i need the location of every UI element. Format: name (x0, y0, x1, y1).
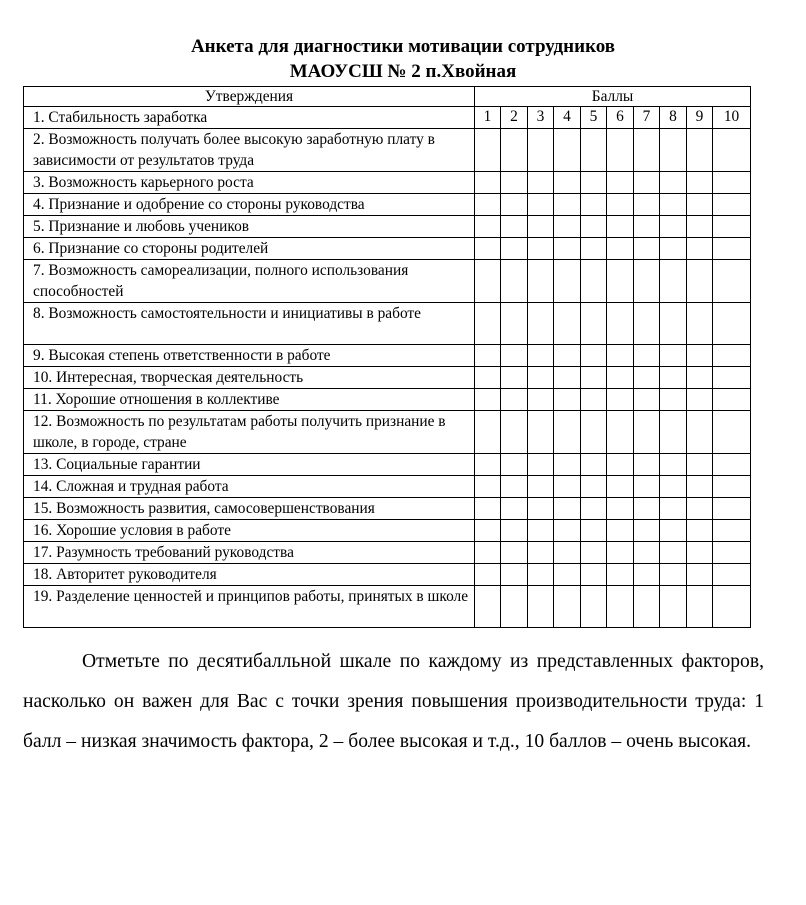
score-cell[interactable] (713, 172, 751, 194)
table-row (24, 345, 751, 367)
score-cell[interactable] (660, 389, 687, 411)
score-cell[interactable] (607, 389, 634, 411)
score-cell[interactable] (713, 476, 751, 498)
statement-cell: 17. Разумность требований руководства (24, 542, 475, 564)
score-cell[interactable] (607, 303, 634, 345)
score-cell[interactable] (475, 389, 501, 411)
school-name: МАОУСШ № 2 п.Хвойная (289, 61, 517, 82)
score-cell[interactable] (687, 476, 713, 498)
score-cell[interactable] (475, 216, 501, 238)
score-cell[interactable] (475, 564, 501, 586)
score-cell[interactable] (581, 389, 607, 411)
score-cell[interactable] (713, 194, 751, 216)
score-cell[interactable] (528, 520, 554, 542)
score-cell[interactable] (660, 564, 687, 586)
score-cell[interactable] (687, 520, 713, 542)
score-cell[interactable] (501, 345, 528, 367)
score-cell[interactable] (554, 586, 581, 628)
score-cell[interactable] (475, 194, 501, 216)
score-cell[interactable] (687, 367, 713, 389)
score-column-number: 2 (501, 107, 528, 129)
score-cell[interactable] (501, 389, 528, 411)
score-cell[interactable] (634, 586, 660, 628)
score-cell[interactable] (501, 498, 528, 520)
score-cell[interactable] (607, 216, 634, 238)
score-cell[interactable] (475, 238, 501, 260)
score-column-number: 10 (713, 107, 751, 129)
score-cell[interactable] (581, 345, 607, 367)
score-cell[interactable] (581, 520, 607, 542)
statement-cell: 13. Социальные гарантии (24, 454, 475, 476)
score-cell[interactable] (607, 454, 634, 476)
score-cell[interactable] (501, 520, 528, 542)
score-cell[interactable] (475, 454, 501, 476)
table-row (24, 260, 751, 303)
score-cell[interactable] (501, 586, 528, 628)
score-cell[interactable] (660, 542, 687, 564)
table-row (24, 520, 751, 542)
score-cell[interactable] (528, 454, 554, 476)
score-cell[interactable] (554, 345, 581, 367)
score-cell[interactable] (687, 216, 713, 238)
score-cell[interactable] (581, 172, 607, 194)
score-cell[interactable] (475, 476, 501, 498)
score-cell[interactable] (581, 586, 607, 628)
score-cell[interactable] (581, 476, 607, 498)
score-cell[interactable] (634, 476, 660, 498)
score-cell[interactable] (528, 303, 554, 345)
score-cell[interactable] (687, 454, 713, 476)
statements-header: Утверждения (24, 87, 475, 107)
score-column-number: 3 (528, 107, 554, 129)
score-cell[interactable] (687, 542, 713, 564)
score-cell[interactable] (475, 260, 501, 303)
score-cell[interactable] (687, 194, 713, 216)
score-cell[interactable] (660, 411, 687, 454)
score-cell[interactable] (501, 260, 528, 303)
statement-cell: 14. Сложная и трудная работа (24, 476, 475, 498)
score-cell[interactable] (660, 454, 687, 476)
score-cell[interactable] (713, 586, 751, 628)
score-cell[interactable] (554, 367, 581, 389)
score-cell[interactable] (554, 498, 581, 520)
table-row (24, 172, 751, 194)
score-cell[interactable] (687, 238, 713, 260)
statement-cell: 7. Возможность самореализации, полного использования способностей (24, 260, 475, 303)
score-column-number: 4 (554, 107, 581, 129)
score-cell[interactable] (528, 129, 554, 172)
score-cell[interactable] (554, 216, 581, 238)
score-cell[interactable] (528, 216, 554, 238)
score-cell[interactable] (554, 564, 581, 586)
score-cell[interactable] (713, 260, 751, 303)
score-cell[interactable] (581, 216, 607, 238)
table-row (24, 586, 751, 628)
score-cell[interactable] (581, 367, 607, 389)
score-cell[interactable] (687, 564, 713, 586)
score-cell[interactable] (687, 260, 713, 303)
score-cell[interactable] (634, 367, 660, 389)
score-cell[interactable] (581, 303, 607, 345)
score-cell[interactable] (687, 411, 713, 454)
score-cell[interactable] (660, 172, 687, 194)
score-cell[interactable] (687, 129, 713, 172)
statement-cell: 3. Возможность карьерного роста (24, 172, 475, 194)
score-cell[interactable] (634, 454, 660, 476)
score-cell[interactable] (634, 194, 660, 216)
table-row (24, 194, 751, 216)
score-cell[interactable] (554, 303, 581, 345)
score-cell[interactable] (660, 303, 687, 345)
score-cell[interactable] (634, 564, 660, 586)
score-cell[interactable] (554, 129, 581, 172)
score-cell[interactable] (554, 238, 581, 260)
score-cell[interactable] (581, 260, 607, 303)
score-cell[interactable] (660, 260, 687, 303)
statement-cell: 5. Признание и любовь учеников (24, 216, 475, 238)
score-column-number: 6 (607, 107, 634, 129)
score-cell[interactable] (607, 564, 634, 586)
score-cell[interactable] (713, 498, 751, 520)
score-cell[interactable] (554, 389, 581, 411)
score-cell[interactable] (607, 194, 634, 216)
instruction-paragraph: Отметьте по десятибалльной шкале по каждому из представленных факторов, насколько он важен для Вас с точки зрения повышения производительности труда: 1 балл – низкая значимость фактора, 2 – более высокая и т.д., 10 баллов – очень высокая. (23, 651, 764, 752)
score-cell[interactable] (607, 129, 634, 172)
score-cell[interactable] (607, 172, 634, 194)
score-cell[interactable] (634, 411, 660, 454)
table-row (24, 542, 751, 564)
table-row (24, 411, 751, 454)
score-cell[interactable] (660, 367, 687, 389)
score-cell[interactable] (475, 367, 501, 389)
score-cell[interactable] (581, 564, 607, 586)
score-cell[interactable] (501, 564, 528, 586)
score-cell[interactable] (687, 498, 713, 520)
table-row (24, 238, 751, 260)
score-cell[interactable] (475, 586, 501, 628)
statement-cell: 19. Разделение ценностей и принципов работы, принятых в школе (24, 586, 475, 628)
score-cell[interactable] (713, 238, 751, 260)
score-cell[interactable] (607, 345, 634, 367)
score-cell[interactable] (581, 238, 607, 260)
score-cell[interactable] (607, 586, 634, 628)
score-cell[interactable] (607, 367, 634, 389)
score-cell[interactable] (475, 411, 501, 454)
score-cell[interactable] (713, 389, 751, 411)
score-cell[interactable] (607, 476, 634, 498)
score-cell[interactable] (501, 216, 528, 238)
score-cell[interactable] (660, 345, 687, 367)
score-cell[interactable] (501, 542, 528, 564)
score-cell[interactable] (713, 454, 751, 476)
score-cell[interactable] (581, 129, 607, 172)
scores-header: Баллы (475, 87, 751, 107)
score-cell[interactable] (660, 238, 687, 260)
score-cell[interactable] (528, 586, 554, 628)
statement-cell: 18. Авторитет руководителя (24, 564, 475, 586)
score-cell[interactable] (634, 303, 660, 345)
score-cell[interactable] (713, 303, 751, 345)
score-cell[interactable] (528, 476, 554, 498)
score-cell[interactable] (634, 520, 660, 542)
score-cell[interactable] (501, 194, 528, 216)
score-cell[interactable] (713, 520, 751, 542)
score-cell[interactable] (687, 303, 713, 345)
statement-cell: 6. Признание со стороны родителей (24, 238, 475, 260)
score-cell[interactable] (581, 194, 607, 216)
score-column-number: 9 (687, 107, 713, 129)
score-cell[interactable] (554, 454, 581, 476)
score-cell[interactable] (501, 172, 528, 194)
statement-cell: 12. Возможность по результатам работы получить признание в школе, в городе, стране (24, 411, 475, 454)
score-cell[interactable] (713, 564, 751, 586)
score-cell[interactable] (501, 303, 528, 345)
score-cell[interactable] (713, 411, 751, 454)
score-cell[interactable] (475, 520, 501, 542)
table-row (24, 564, 751, 586)
score-cell[interactable] (528, 411, 554, 454)
table-row (24, 454, 751, 476)
score-cell[interactable] (607, 542, 634, 564)
statement-cell: 11. Хорошие отношения в коллективе (24, 389, 475, 411)
score-cell[interactable] (554, 542, 581, 564)
score-cell[interactable] (501, 238, 528, 260)
score-cell[interactable] (687, 389, 713, 411)
score-cell[interactable] (475, 345, 501, 367)
score-cell[interactable] (713, 367, 751, 389)
score-cell[interactable] (475, 303, 501, 345)
score-cell[interactable] (660, 586, 687, 628)
table-row (24, 367, 751, 389)
score-cell[interactable] (554, 411, 581, 454)
score-cell[interactable] (528, 564, 554, 586)
statement-cell: 2. Возможность получать более высокую заработную плату в зависимости от результатов труда (24, 129, 475, 172)
score-cell[interactable] (528, 260, 554, 303)
statement-cell: 9. Высокая степень ответственности в работе (24, 345, 475, 367)
statement-cell: 16. Хорошие условия в работе (24, 520, 475, 542)
score-cell[interactable] (501, 454, 528, 476)
score-cell[interactable] (528, 172, 554, 194)
score-cell[interactable] (554, 194, 581, 216)
score-column-number: 5 (581, 107, 607, 129)
score-cell[interactable] (554, 476, 581, 498)
score-cell[interactable] (634, 216, 660, 238)
statement-cell: 4. Признание и одобрение со стороны руководства (24, 194, 475, 216)
score-cell[interactable] (713, 129, 751, 172)
score-cell[interactable] (581, 498, 607, 520)
statement-cell: 1. Стабильность заработка (24, 107, 475, 129)
statement-cell: 10. Интересная, творческая деятельность (24, 367, 475, 389)
score-cell[interactable] (687, 345, 713, 367)
score-cell[interactable] (475, 498, 501, 520)
score-cell[interactable] (607, 238, 634, 260)
score-cell[interactable] (554, 172, 581, 194)
score-cell[interactable] (634, 172, 660, 194)
score-cell[interactable] (607, 260, 634, 303)
score-cell[interactable] (554, 520, 581, 542)
score-cell[interactable] (713, 345, 751, 367)
score-cell[interactable] (475, 542, 501, 564)
score-cell[interactable] (660, 476, 687, 498)
score-cell[interactable] (528, 345, 554, 367)
score-cell[interactable] (581, 411, 607, 454)
score-cell[interactable] (501, 367, 528, 389)
statement-cell: 15. Возможность развития, самосовершенствования (24, 498, 475, 520)
score-cell[interactable] (687, 172, 713, 194)
score-cell[interactable] (660, 129, 687, 172)
score-cell[interactable] (528, 389, 554, 411)
score-cell[interactable] (607, 498, 634, 520)
table-row (24, 389, 751, 411)
score-cell[interactable] (501, 476, 528, 498)
score-cell[interactable] (634, 389, 660, 411)
score-cell[interactable] (607, 411, 634, 454)
table-row (24, 107, 751, 129)
score-cell[interactable] (554, 260, 581, 303)
score-cell[interactable] (634, 129, 660, 172)
score-cell[interactable] (687, 586, 713, 628)
survey-title: Анкета для диагностики мотивации сотрудников (190, 36, 616, 57)
score-cell[interactable] (528, 367, 554, 389)
statement-cell: 8. Возможность самостоятельности и инициативы в работе (24, 303, 475, 345)
score-cell[interactable] (528, 238, 554, 260)
score-cell[interactable] (634, 498, 660, 520)
score-cell[interactable] (634, 238, 660, 260)
motivation-survey-table (23, 86, 751, 628)
score-cell[interactable] (660, 520, 687, 542)
score-cell[interactable] (634, 345, 660, 367)
score-cell[interactable] (501, 411, 528, 454)
score-cell[interactable] (634, 542, 660, 564)
score-cell[interactable] (581, 454, 607, 476)
table-row (24, 476, 751, 498)
score-cell[interactable] (528, 542, 554, 564)
score-cell[interactable] (660, 216, 687, 238)
score-cell[interactable] (581, 542, 607, 564)
score-cell[interactable] (475, 172, 501, 194)
score-cell[interactable] (660, 498, 687, 520)
score-cell[interactable] (634, 260, 660, 303)
score-cell[interactable] (660, 194, 687, 216)
score-column-number: 8 (660, 107, 687, 129)
score-cell[interactable] (607, 520, 634, 542)
score-cell[interactable] (528, 194, 554, 216)
table-row (24, 498, 751, 520)
score-cell[interactable] (475, 129, 501, 172)
score-cell[interactable] (528, 498, 554, 520)
score-column-number: 7 (634, 107, 660, 129)
score-column-number: 1 (475, 107, 501, 129)
score-cell[interactable] (713, 542, 751, 564)
table-row (24, 303, 751, 345)
score-cell[interactable] (713, 216, 751, 238)
table-row (24, 216, 751, 238)
score-cell[interactable] (501, 129, 528, 172)
table-row (24, 129, 751, 172)
